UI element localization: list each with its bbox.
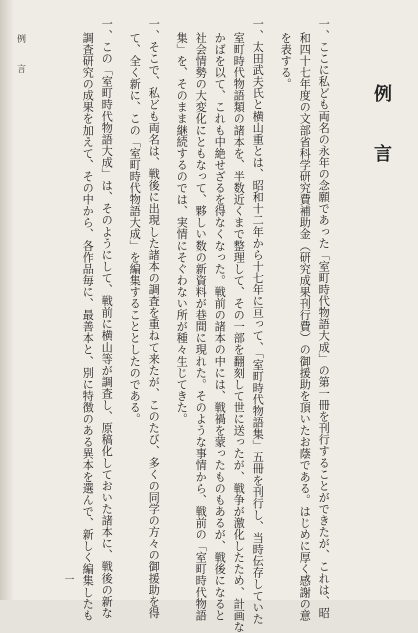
page-gutter-shadow	[0, 0, 14, 600]
text-column: 一、この「室町時代物語大成」は、そのようにして、戦前に横山等が調査し、原稿化しておいた諸本に、戦後の新な	[100, 18, 114, 619]
page-heading: 例 言	[371, 84, 392, 174]
text-column: を表する。	[279, 32, 293, 90]
text-column: 調査研究の成果を加えて、その中から、各作品毎に、最善本と、別に特徴のある異本を選んで、新しく編集したも	[81, 32, 95, 622]
text-column: かばを以て、これも中絶せざるを得なくなった。戦前の諸本の中には、戦禍を蒙ったものもあるが、戦後になると	[213, 32, 227, 622]
text-column: 一、そこで、私ども両名は、戦後に出現した諸本の調査を重ねて来たが、このたび、多くの同学の方々の御援助を得	[147, 18, 161, 619]
running-head: 例 言	[15, 34, 25, 79]
text-column: 社会情勢の大変化にともなって、夥しい数の新資料が巷間に現れた。そのような事情から、戦前の「室町時代物語	[194, 32, 208, 622]
text-column: 室町時代物語類の諸本を、半数近くまで整理して、その一部を翻刻して世に送ったが、戦争が激化したため、計画な	[232, 32, 246, 633]
text-column: て、全く新に、この「室町時代物語大成」を編集することとしたのである。	[128, 32, 142, 425]
text-column: 和四十七年度の文部省科学研究費補助金（研究成果刊行費）の御援助を頂いたお蔭である。はじめに厚く感謝の意	[298, 32, 312, 622]
text-column: 集」を、そのまま継続するのでは、実情にそぐわない所が種々生じてきた。	[175, 32, 189, 425]
text-column: 一、ここに私ども両名の永年の念願であった「室町時代物語大成」の第一冊を刊行することができたが、これは、昭	[317, 18, 331, 619]
text-column: 一、太田武夫氏と横山重とは、昭和十二年から十七年に亘って、「室町時代物語集」五冊を刊行し、当時伝存していた	[251, 18, 265, 625]
page-number: 一	[62, 574, 73, 584]
